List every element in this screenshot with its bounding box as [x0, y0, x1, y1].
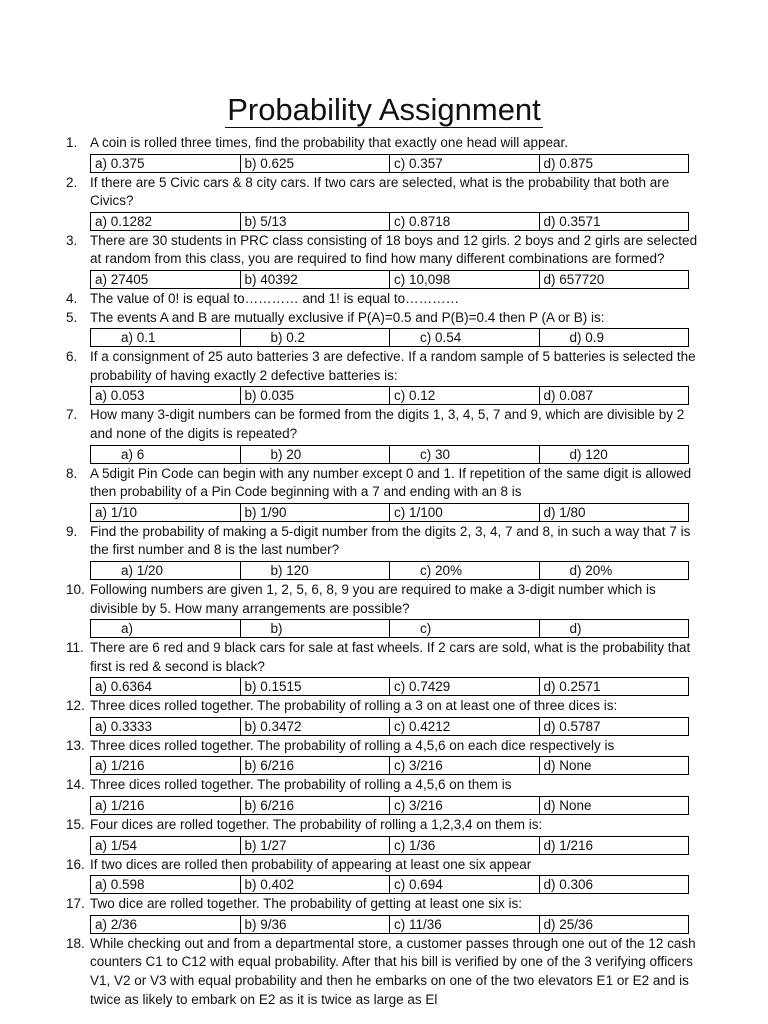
question-line	[66, 776, 698, 795]
answer-option-a: a) 0.3333	[91, 718, 241, 735]
answer-option-d: d) 0.2571	[540, 678, 690, 695]
question-line	[66, 581, 698, 618]
question-13	[66, 737, 698, 776]
question-number: 6.	[66, 349, 78, 365]
question-text: Four dices are rolled together. The probability of rolling a 1,2,3,4 on them is:	[90, 817, 543, 833]
answer-option-b: b) 0.625	[241, 155, 391, 172]
answer-option-a: a) 0.053	[91, 387, 241, 404]
question-text: A coin is rolled three times, find the probability that exactly one head will appear.	[90, 135, 569, 150]
answer-option-c: c) 0.357	[390, 155, 540, 172]
question-number: 8.	[66, 465, 78, 481]
question-line	[66, 465, 698, 502]
answer-option-d: d) 1/216	[540, 837, 690, 854]
answer-option-d: d) 20%	[540, 562, 690, 579]
question-number: 4.	[66, 290, 78, 306]
question-text: The value of 0! is equal to………… and 1! is equal to…………	[90, 290, 460, 306]
question-14	[66, 776, 698, 815]
question-9	[66, 523, 698, 580]
answer-option-d: d) 25/36	[540, 916, 690, 933]
question-11	[66, 639, 698, 696]
answer-option-b: b) 6/216	[241, 797, 391, 814]
answer-option-a: a) 0.6364	[91, 678, 241, 695]
answer-option-d: d) None	[540, 797, 690, 814]
answer-option-d: d) 0.5787	[540, 718, 690, 735]
question-line	[66, 232, 698, 269]
question-text: If there are 5 Civic cars & 8 city cars. If two cars are selected, what is the probability that both are Civics?	[90, 174, 670, 209]
question-text: Three dices rolled together. The probability of rolling a 4,5,6 on them is	[90, 777, 512, 793]
answer-option-b: b) 1/90	[241, 504, 391, 521]
question-text: There are 30 students in PRC class consisting of 18 boys and 12 girls. 2 boys and 2 girls are selected at random from this class, you are required to find how many different combinations are formed?	[90, 232, 698, 267]
question-3	[66, 232, 698, 289]
question-4	[66, 290, 698, 309]
question-text: Following numbers are given 1, 2, 5, 6, 8, 9 you are required to make a 3-digit number which is divisible by 5. How many arrangements are possible?	[90, 581, 656, 616]
answer-option-d: d) 0.875	[540, 155, 690, 172]
question-line	[66, 895, 698, 914]
question-text: A 5digit Pin Code can begin with any number except 0 and 1. If repetition of the same digit is allowed then probability of a Pin Code beginning with a 7 and ending with an 8 is	[90, 465, 692, 500]
answer-option-a: a) 1/216	[91, 797, 241, 814]
question-line	[66, 856, 698, 875]
answer-option-a: a) 27405	[91, 271, 241, 288]
question-number: 7.	[66, 407, 78, 423]
answer-option-d: d) 0.3571	[540, 213, 690, 230]
answer-options-row	[90, 836, 689, 855]
answer-options-row	[90, 386, 689, 405]
answer-option-c: c)	[390, 620, 540, 637]
answer-option-c: c) 30	[390, 446, 540, 463]
answer-option-c: c) 3/216	[390, 797, 540, 814]
answer-option-a: a) 6	[91, 446, 241, 463]
question-line	[66, 348, 698, 385]
answer-option-b: b) 40392	[241, 271, 391, 288]
answer-option-a: a) 0.1282	[91, 213, 241, 230]
question-number: 16.	[66, 856, 85, 872]
question-1	[66, 134, 698, 173]
answer-option-b: b) 1/27	[241, 837, 391, 854]
answer-option-d: d)	[540, 620, 690, 637]
answer-option-b: b)	[241, 620, 391, 637]
answer-options-row	[90, 796, 689, 815]
answer-options-row	[90, 677, 689, 696]
answer-option-a: a) 1/20	[91, 562, 241, 579]
answer-option-c: c) 0.7429	[390, 678, 540, 695]
question-number: 3.	[66, 232, 78, 248]
answer-option-b: b) 120	[241, 562, 391, 579]
answer-option-b: b) 9/36	[241, 916, 391, 933]
answer-options-row	[90, 154, 689, 173]
answer-option-c: c) 0.12	[390, 387, 540, 404]
question-number: 18.	[66, 935, 85, 951]
answer-option-b: b) 0.035	[241, 387, 391, 404]
answer-option-a: a) 1/216	[91, 757, 241, 774]
answer-option-c: c) 0.8718	[390, 213, 540, 230]
page-title: Probability Assignment	[227, 92, 541, 127]
answer-options-row	[90, 915, 689, 934]
question-line	[66, 134, 698, 153]
question-number: 10.	[66, 581, 85, 597]
question-line	[66, 639, 698, 676]
question-line	[66, 406, 698, 443]
answer-option-d: d) 1/80	[540, 504, 690, 521]
question-text: Three dices rolled together. The probability of rolling a 4,5,6 on each dice respectively is	[90, 737, 615, 753]
answer-options-row	[90, 717, 689, 736]
answer-option-d: d) 0.087	[540, 387, 690, 404]
question-line	[66, 523, 698, 560]
question-text: If two dices are rolled then probability of appearing at least one six appear	[90, 856, 532, 872]
question-line	[66, 737, 698, 756]
question-12	[66, 697, 698, 736]
answer-option-c: c) 10,098	[390, 271, 540, 288]
question-16	[66, 856, 698, 895]
question-10	[66, 581, 698, 638]
question-text: If a consignment of 25 auto batteries 3 are defective. If a random sample of 5 batteries is selected the probability of having exactly 2 defective batteries is:	[90, 349, 696, 383]
answer-option-b: b) 0.2	[241, 329, 391, 346]
answer-options-row	[90, 875, 689, 894]
answer-option-d: d) 120	[540, 446, 690, 463]
answer-option-a: a) 0.1	[91, 329, 241, 346]
answer-option-b: b) 0.1515	[241, 678, 391, 695]
answer-option-b: b) 0.3472	[241, 718, 391, 735]
question-5	[66, 309, 698, 348]
question-list	[66, 134, 698, 1009]
answer-option-a: a) 1/54	[91, 837, 241, 854]
answer-options-row	[90, 270, 689, 289]
answer-options-row	[90, 756, 689, 775]
question-number: 12.	[66, 698, 85, 714]
question-line	[66, 309, 698, 328]
question-text: How many 3-digit numbers can be formed from the digits 1, 3, 4, 5, 7 and 9, which are divisible by 2 and none of the digits is repeated?	[90, 407, 685, 441]
answer-option-c: c) 20%	[390, 562, 540, 579]
answer-option-c: c) 1/100	[390, 504, 540, 521]
answer-options-row	[90, 212, 689, 231]
answer-option-c: c) 11/36	[390, 916, 540, 933]
question-8	[66, 465, 698, 522]
answer-option-d: d) 0.306	[540, 876, 690, 893]
question-18	[66, 935, 698, 1009]
answer-option-c: c) 0.54	[390, 329, 540, 346]
answer-options-row	[90, 503, 689, 522]
question-number: 11.	[66, 640, 84, 656]
question-15	[66, 816, 698, 855]
answer-option-c: c) 3/216	[390, 757, 540, 774]
answer-option-d: d) None	[540, 757, 690, 774]
answer-options-row	[90, 619, 689, 638]
answer-option-a: a) 0.598	[91, 876, 241, 893]
question-text: Three dices rolled together. The probability of rolling a 3 on at least one of three dices is:	[90, 698, 618, 714]
question-text: Two dice are rolled together. The probability of getting at least one six is:	[90, 896, 522, 912]
answer-option-c: c) 1/36	[390, 837, 540, 854]
question-text: The events A and B are mutually exclusive if P(A)=0.5 and P(B)=0.4 then P (A or B) is:	[90, 309, 605, 325]
question-line	[66, 174, 698, 211]
answer-option-c: c) 0.4212	[390, 718, 540, 735]
question-number: 15.	[66, 817, 85, 833]
question-line	[66, 816, 698, 835]
question-6	[66, 348, 698, 405]
answer-option-d: d) 657720	[540, 271, 690, 288]
question-2	[66, 174, 698, 231]
question-7	[66, 406, 698, 463]
answer-options-row	[90, 561, 689, 580]
answer-option-b: b) 5/13	[241, 213, 391, 230]
answer-option-c: c) 0.694	[390, 876, 540, 893]
answer-option-a: a)	[91, 620, 241, 637]
answer-option-b: b) 0.402	[241, 876, 391, 893]
answer-option-a: a) 0.375	[91, 155, 241, 172]
question-text: There are 6 red and 9 black cars for sale at fast wheels. If 2 cars are sold, what is the probability that first is red & second is black?	[90, 640, 691, 674]
question-number: 17.	[66, 896, 85, 912]
question-line	[66, 290, 698, 309]
question-number: 14.	[66, 777, 85, 793]
question-line	[66, 697, 698, 716]
question-number: 9.	[66, 523, 78, 539]
question-number: 5.	[66, 309, 78, 325]
question-number: 13.	[66, 737, 85, 753]
question-text: While checking out and from a departmental store, a customer passes through one out of the 12 cash counters C1 to C12 with equal probability. After that his bill is verified by one of the 3 verifying officers V1, V2 or V3 with equal probability and then he embarks on one of the two elevators E1 or E2 and is twice as likely to embark on E2 as it is twice as large as El	[90, 935, 696, 1007]
answer-option-a: a) 2/36	[91, 916, 241, 933]
answer-option-b: b) 20	[241, 446, 391, 463]
answer-option-a: a) 1/10	[91, 504, 241, 521]
answer-options-row	[90, 328, 689, 347]
question-text: Find the probability of making a 5-digit number from the digits 2, 3, 4, 7 and 8, in such a way that 7 is the first number and 8 is the last number?	[90, 523, 691, 558]
answer-options-row	[90, 445, 689, 464]
question-number: 1.	[66, 135, 78, 150]
question-17	[66, 895, 698, 934]
question-number: 2.	[66, 174, 78, 190]
answer-option-d: d) 0.9	[540, 329, 690, 346]
question-line	[66, 935, 698, 1009]
answer-option-b: b) 6/216	[241, 757, 391, 774]
